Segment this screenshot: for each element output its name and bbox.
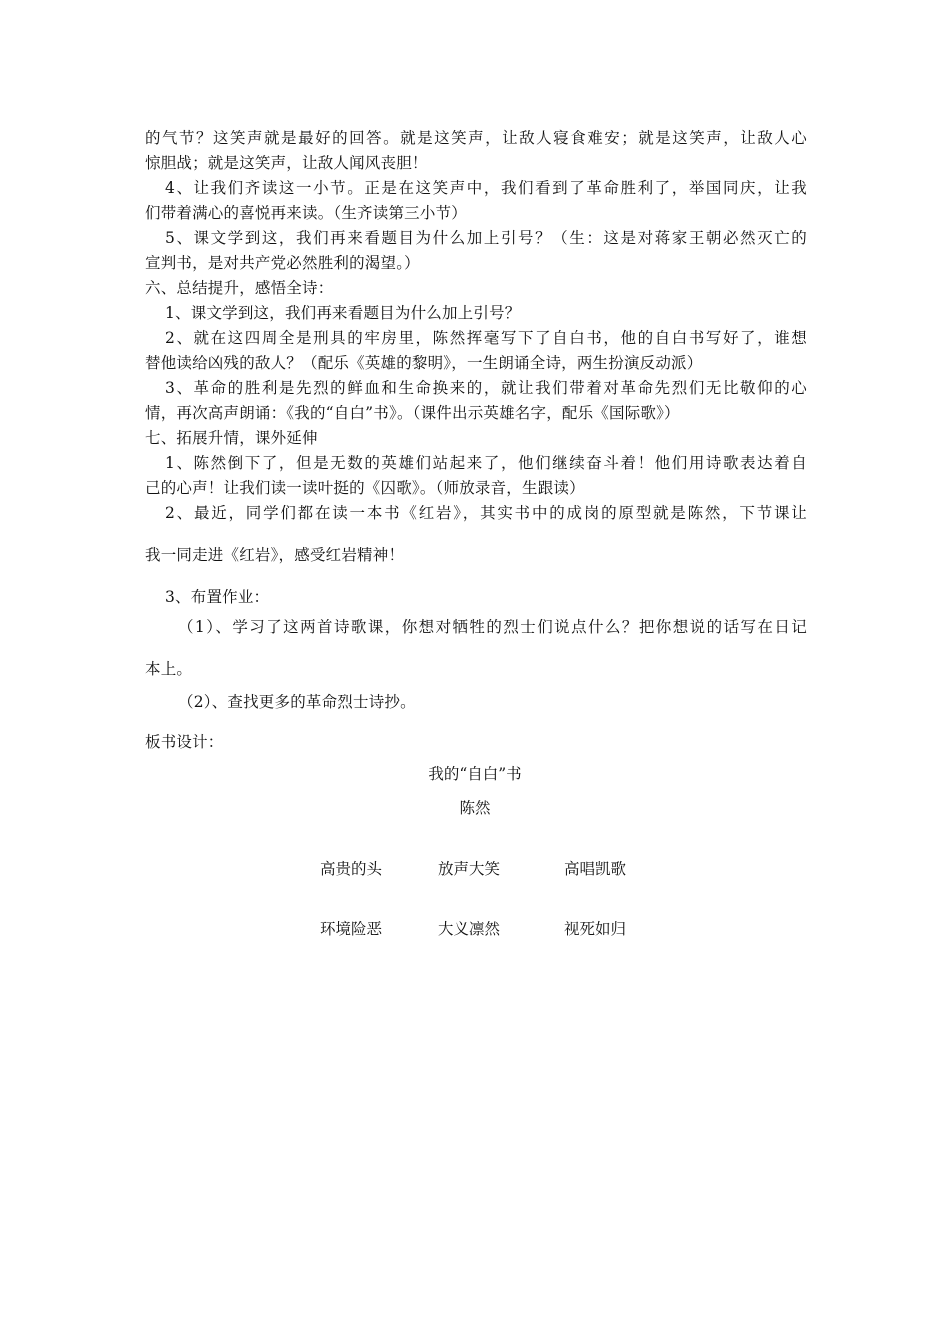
paragraph-line: 2、就在这四周全是刑具的牢房里，陈然挥毫写下了自白书，他的自白书写好了，谁想 xyxy=(165,329,807,347)
board-cell: 高贵的头 xyxy=(320,860,383,878)
board-cell: 视死如归 xyxy=(564,920,627,938)
paragraph-line: 惊胆战；就是这笑声，让敌人闻风丧胆！ xyxy=(145,154,428,172)
paragraph-line: 3、布置作业： xyxy=(165,588,270,606)
paragraph-line: 4、让我们齐读这一小节。正是在这笑声中，我们看到了革命胜利了，举国同庆，让我 xyxy=(165,179,807,197)
board-cell: 高唱凯歌 xyxy=(564,860,627,878)
paragraph-line: 宣判书，是对共产党必然胜利的渴望。） xyxy=(145,254,420,272)
paragraph-line: 本上。 xyxy=(145,660,193,678)
paragraph-line: 情，再次高声朗诵：《我的“自白”书》。（课件出示英雄名字，配乐《国际歌》） xyxy=(145,404,680,422)
board-cell: 放声大笑 xyxy=(438,860,501,878)
board-cell: 大义凛然 xyxy=(438,920,501,938)
paragraph-line: 的气节？这笑声就是最好的回答。就是这笑声，让敌人寝食难安；就是这笑声，让敌人心 xyxy=(145,129,807,147)
section-heading: 六、总结提升，感悟全诗： xyxy=(145,279,334,297)
paragraph-line: （1）、学习了这两首诗歌课，你想对牺牲的烈士们说点什么？把你想说的话写在日记 xyxy=(178,618,807,636)
paragraph-line: 5、课文学到这，我们再来看题目为什么加上引号？（生：这是对蒋家王朝必然灭亡的 xyxy=(165,229,807,247)
paragraph-line: 我一同走进《红岩》，感受红岩精神！ xyxy=(145,546,405,564)
paragraph-line: 己的心声！让我们读一读叶挺的《囚歌》。（师放录音，生跟读） xyxy=(145,479,585,497)
paragraph-line: 替他读给凶残的敌人？（配乐《英雄的黎明》，一生朗诵全诗，两生扮演反动派） xyxy=(145,354,703,372)
paragraph-line: 1、陈然倒下了，但是无数的英雄们站起来了，他们继续奋斗着！他们用诗歌表达着自 xyxy=(165,454,807,472)
paragraph-line: 1、课文学到这，我们再来看题目为什么加上引号？ xyxy=(165,304,521,322)
paragraph-line: 3、革命的胜利是先烈的鲜血和生命换来的，就让我们带着对革命先烈们无比敬仰的心 xyxy=(165,379,807,397)
section-heading: 七、拓展升情，课外延伸 xyxy=(145,429,318,447)
paragraph-line: （2）、查找更多的革命烈士诗抄。 xyxy=(178,693,416,711)
paragraph-line: 2、最近，同学们都在读一本书《红岩》，其实书中的成岗的原型就是陈然，下节课让 xyxy=(165,504,807,522)
board-design-label: 板书设计： xyxy=(145,733,224,751)
paragraph-line: 们带着满心的喜悦再来读。（生齐读第三小节） xyxy=(145,204,467,222)
board-author: 陈然 xyxy=(459,799,491,817)
board-title: 我的“自白”书 xyxy=(428,765,522,783)
board-cell: 环境险恶 xyxy=(320,920,383,938)
